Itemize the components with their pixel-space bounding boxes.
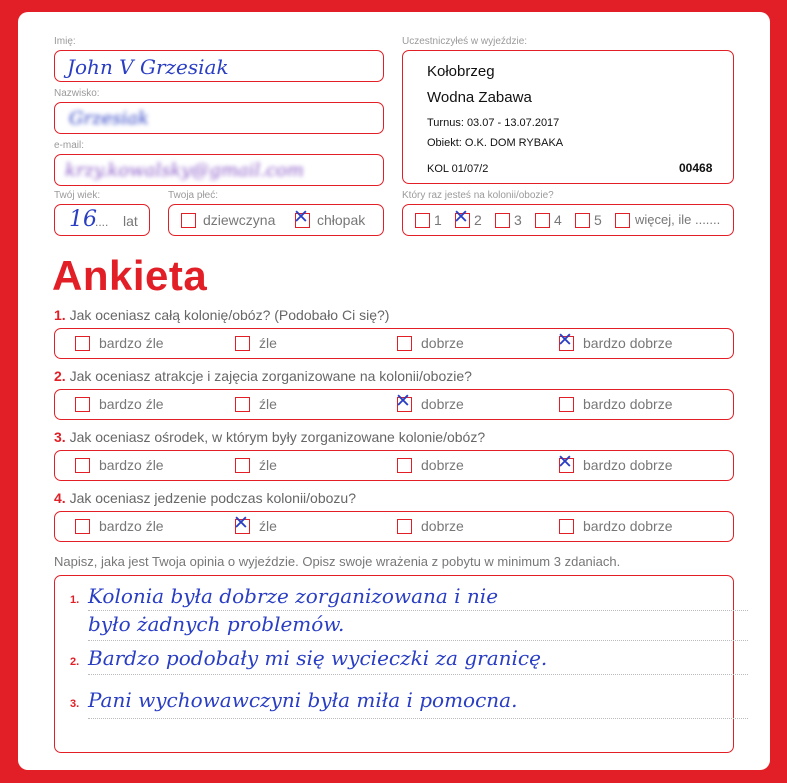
rating-option-label: dobrze: [421, 518, 464, 534]
opinion-line-number: 1.: [70, 594, 80, 606]
rating-checkbox[interactable]: [557, 329, 574, 351]
trip-city: Kołobrzeg: [427, 63, 495, 80]
rating-row-4: [54, 511, 734, 542]
check-mark-icon: ✕: [395, 390, 411, 412]
times-checkbox-4[interactable]: [535, 213, 550, 228]
rating-option-label: dobrze: [421, 396, 464, 412]
times-checkbox-more[interactable]: [615, 213, 630, 228]
question-3: [54, 429, 485, 445]
rating-option-label: bardzo źle: [99, 396, 164, 412]
check-mark-icon: ✕: [293, 206, 309, 228]
rating-option-label: bardzo dobrze: [583, 335, 673, 351]
rating-option-label: bardzo dobrze: [583, 457, 673, 473]
rating-checkbox[interactable]: [75, 458, 90, 473]
gender-field: [168, 204, 384, 236]
age-unit: lat: [123, 213, 138, 229]
trip-code: KOL 01/07/2: [427, 163, 489, 175]
question-number: 1.: [54, 307, 66, 323]
age-dots: ....: [95, 215, 109, 229]
rating-checkbox[interactable]: [559, 519, 574, 534]
trip-label: Uczestniczyłeś w wyjeździe:: [402, 36, 528, 47]
ruled-line: [88, 718, 748, 719]
rating-checkbox[interactable]: [75, 336, 90, 351]
rating-option-label: bardzo źle: [99, 518, 164, 534]
times-option-4: 4: [554, 212, 562, 228]
times-checkbox-5[interactable]: [575, 213, 590, 228]
trip-obiekt: Obiekt: O.K. DOM RYBAKA: [427, 137, 564, 149]
question-text: Jak oceniasz ośrodek, w którym były zorganizowane kolonie/obóz?: [69, 429, 486, 445]
rating-option-label: dobrze: [421, 457, 464, 473]
email-label: e-mail:: [54, 140, 85, 151]
rating-checkbox[interactable]: [233, 512, 250, 534]
rating-checkbox[interactable]: [395, 390, 412, 412]
email-value: krzy.kowalsky@gmail.com: [65, 160, 304, 181]
times-option-more: więcej, ile .......: [635, 212, 721, 227]
times-option-5: 5: [594, 212, 602, 228]
name-label: Imię:: [54, 36, 76, 47]
rating-option-label: źle: [259, 396, 277, 412]
rating-option-label: bardzo dobrze: [583, 518, 673, 534]
ruled-line: [88, 610, 748, 611]
rating-checkbox[interactable]: [235, 458, 250, 473]
opinion-line-number: 2.: [70, 656, 80, 668]
question-text: Jak oceniasz jedzenie podczas kolonii/obozu?: [69, 490, 356, 506]
trip-number: 00468: [679, 161, 713, 175]
survey-sheet: [18, 12, 770, 770]
trip-card: [402, 50, 734, 184]
check-mark-icon: ✕: [557, 329, 573, 351]
opinion-line-text: Kolonia była dobrze zorganizowana i nie: [88, 584, 499, 608]
opinion-line-text: Pani wychowawczyni była miła i pomocna.: [88, 688, 518, 712]
rating-option-label: źle: [259, 518, 277, 534]
check-mark-icon: ✕: [453, 206, 469, 228]
gender-option-boy: chłopak: [317, 212, 366, 228]
rating-option-label: bardzo źle: [99, 457, 164, 473]
ruled-line: [88, 674, 748, 675]
rating-option-label: dobrze: [421, 335, 464, 351]
question-4: [54, 490, 356, 506]
rating-option-label: źle: [259, 457, 277, 473]
rating-checkbox[interactable]: [75, 519, 90, 534]
opinion-prompt: Napisz, jaka jest Twoja opinia o wyjeździe. Opisz swoje wrażenia z pobytu w minimum 3 zdaniach.: [54, 554, 621, 569]
gender-checkbox-boy[interactable]: [293, 206, 310, 228]
name-field[interactable]: [54, 50, 384, 82]
email-field[interactable]: [54, 154, 384, 186]
opinion-line-number: 3.: [70, 698, 80, 710]
opinion-line-text: było żadnych problemów.: [88, 612, 345, 636]
times-checkbox-2[interactable]: [453, 206, 470, 228]
question-text: Jak oceniasz atrakcje i zajęcia zorganizowane na kolonii/obozie?: [69, 368, 472, 384]
rating-checkbox[interactable]: [557, 451, 574, 473]
survey-title: Ankieta: [52, 252, 208, 299]
rating-row-1: [54, 328, 734, 359]
gender-option-girl: dziewczyna: [203, 212, 276, 228]
times-option-3: 3: [514, 212, 522, 228]
age-value: 16: [69, 207, 97, 232]
trip-program: Wodna Zabawa: [427, 89, 532, 106]
age-label: Twój wiek:: [54, 190, 101, 201]
gender-label: Twoja płeć:: [168, 190, 219, 201]
rating-checkbox[interactable]: [397, 519, 412, 534]
question-number: 4.: [54, 490, 66, 506]
ruled-line: [88, 640, 748, 641]
rating-checkbox[interactable]: [559, 397, 574, 412]
rating-row-2: [54, 389, 734, 420]
times-option-1: 1: [434, 212, 442, 228]
rating-checkbox[interactable]: [235, 336, 250, 351]
gender-checkbox-girl[interactable]: [181, 213, 196, 228]
rating-checkbox[interactable]: [75, 397, 90, 412]
surname-label: Nazwisko:: [54, 88, 100, 99]
rating-row-3: [54, 450, 734, 481]
surname-field[interactable]: [54, 102, 384, 134]
rating-checkbox[interactable]: [235, 397, 250, 412]
times-checkbox-1[interactable]: [415, 213, 430, 228]
trip-turnus: Turnus: 03.07 - 13.07.2017: [427, 117, 560, 129]
check-mark-icon: ✕: [233, 512, 249, 534]
check-mark-icon: ✕: [557, 451, 573, 473]
rating-checkbox[interactable]: [397, 336, 412, 351]
rating-option-label: źle: [259, 335, 277, 351]
question-1: [54, 307, 389, 323]
rating-option-label: bardzo źle: [99, 335, 164, 351]
question-number: 2.: [54, 368, 66, 384]
name-value: John V Grzesiak: [67, 55, 229, 79]
rating-checkbox[interactable]: [397, 458, 412, 473]
times-field: [402, 204, 734, 236]
times-checkbox-3[interactable]: [495, 213, 510, 228]
opinion-line-text: Bardzo podobały mi się wycieczki za granicę.: [88, 646, 548, 670]
times-option-2: 2: [474, 212, 482, 228]
question-number: 3.: [54, 429, 66, 445]
rating-option-label: bardzo dobrze: [583, 396, 673, 412]
question-text: Jak oceniasz całą kolonię/obóz? (Podobało Ci się?): [69, 307, 390, 323]
age-field[interactable]: [54, 204, 150, 236]
surname-value: Grzesiak: [69, 108, 149, 129]
question-2: [54, 368, 472, 384]
times-label: Który raz jesteś na kolonii/obozie?: [402, 190, 554, 201]
